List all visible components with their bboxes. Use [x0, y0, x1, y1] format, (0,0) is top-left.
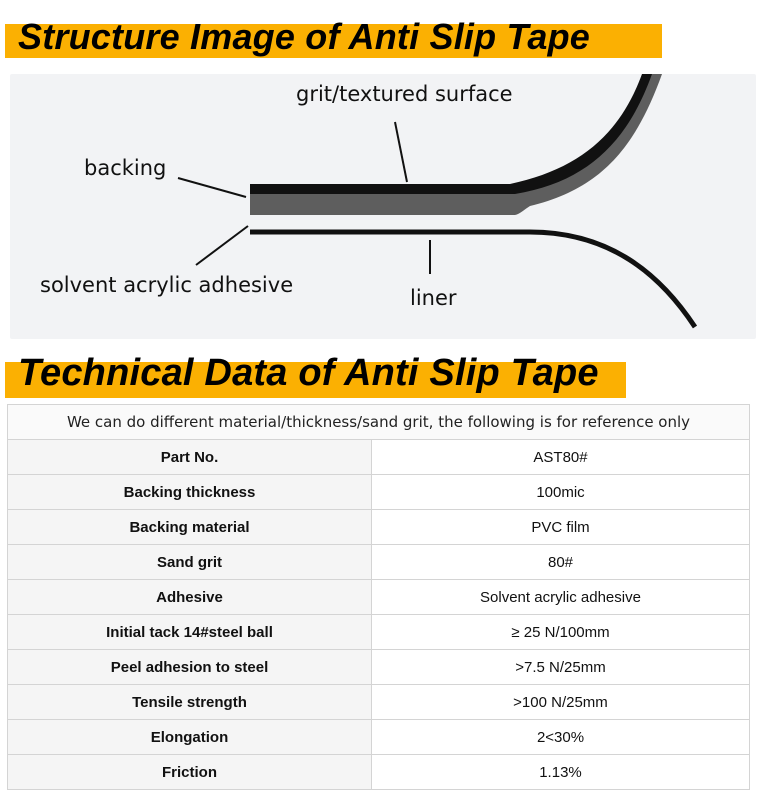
grit-leader-line: [395, 122, 407, 182]
tape-cross-section-illustration: [10, 74, 756, 339]
spec-name: Peel adhesion to steel: [8, 650, 372, 685]
spec-name: Part No.: [8, 440, 372, 475]
backing-leader-line: [178, 178, 246, 197]
spec-name: Backing material: [8, 510, 372, 545]
technical-heading-banner: [0, 348, 650, 394]
spec-value: >100 N/25mm: [372, 685, 750, 720]
table-row: [8, 755, 750, 790]
spec-name: Tensile strength: [8, 685, 372, 720]
table-row: [8, 685, 750, 720]
spec-name: Sand grit: [8, 545, 372, 580]
backing-label: backing: [84, 156, 167, 180]
spec-value: 100mic: [372, 475, 750, 510]
table-row: [8, 650, 750, 685]
technical-data-table: [7, 404, 750, 790]
spec-name: Elongation: [8, 720, 372, 755]
table-row: [8, 440, 750, 475]
table-row: [8, 720, 750, 755]
spec-name: Backing thickness: [8, 475, 372, 510]
spec-value: PVC film: [372, 510, 750, 545]
liner-layer: [250, 232, 695, 327]
adhesive-leader-line: [196, 226, 248, 265]
adhesive-label: solvent acrylic adhesive: [40, 273, 294, 297]
spec-value: AST80#: [372, 440, 750, 475]
table-row: [8, 580, 750, 615]
spec-value: Solvent acrylic adhesive: [372, 580, 750, 615]
table-note: We can do different material/thickness/sand grit, the following is for reference only: [8, 405, 750, 440]
tape-structure-diagram: [10, 74, 756, 339]
spec-name: Initial tack 14#steel ball: [8, 615, 372, 650]
spec-value: 1.13%: [372, 755, 750, 790]
technical-heading: Technical Data of Anti Slip Tape: [18, 352, 599, 394]
spec-name: Friction: [8, 755, 372, 790]
spec-value: 2<30%: [372, 720, 750, 755]
spec-value: >7.5 N/25mm: [372, 650, 750, 685]
spec-value: ≥ 25 N/100mm: [372, 615, 750, 650]
table-row: [8, 545, 750, 580]
structure-heading: Structure Image of Anti Slip Tape: [18, 16, 591, 57]
table-row: [8, 510, 750, 545]
table-row: [8, 475, 750, 510]
structure-heading-banner: [0, 16, 680, 58]
spec-name: Adhesive: [8, 580, 372, 615]
spec-value: 80#: [372, 545, 750, 580]
table-note-row: [8, 405, 750, 440]
liner-label: liner: [410, 286, 457, 310]
table-row: [8, 615, 750, 650]
grit-label: grit/textured surface: [296, 82, 513, 106]
